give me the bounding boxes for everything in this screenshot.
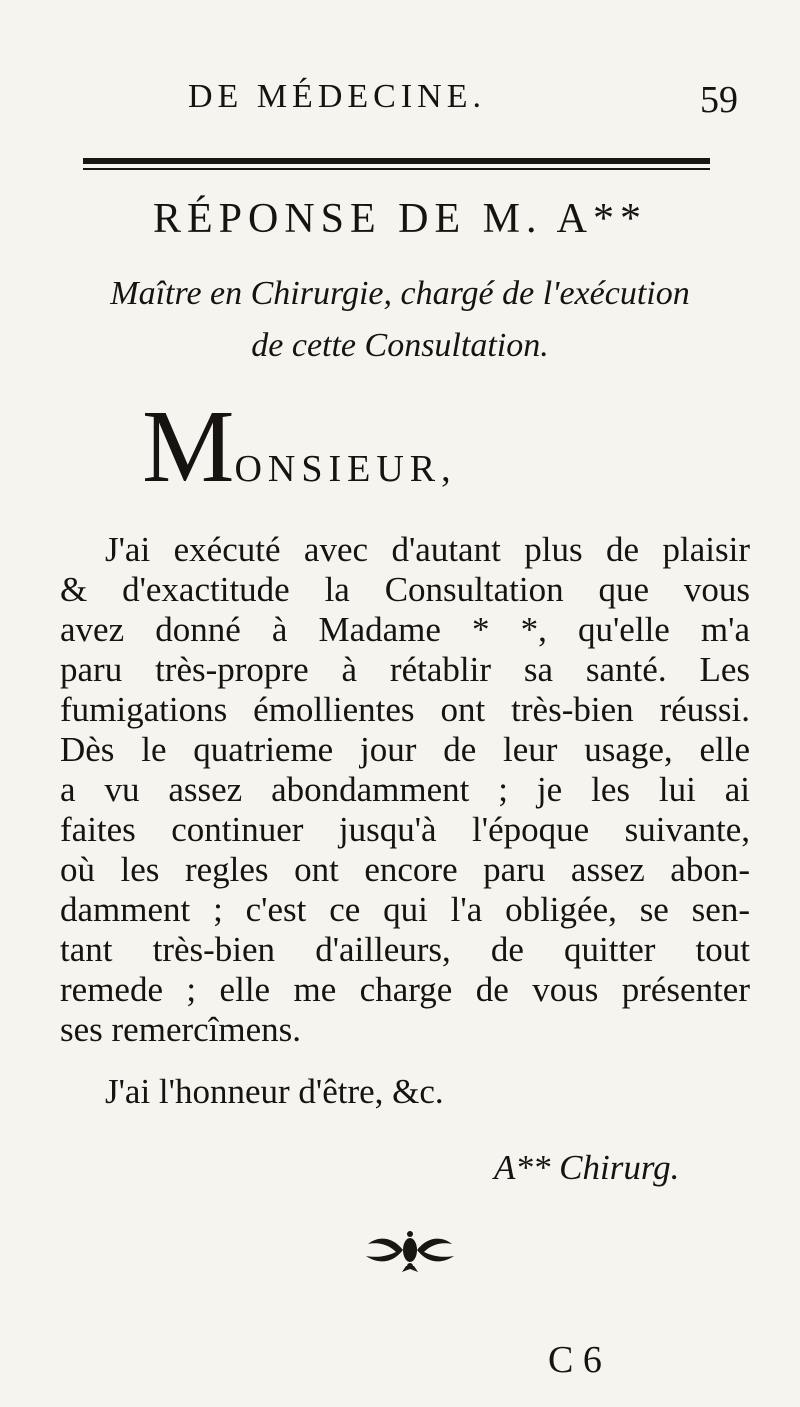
letter-subtitle-line-1: Maître en Chirurgie, chargé de l'exécution [110,275,690,312]
header-rule-thin [83,168,710,170]
body-line: damment ; c'est ce qui l'a obligée, se sen- [60,890,750,929]
salutation [142,389,457,504]
signature-mark: C 6 [548,1339,602,1381]
body-line: faites continuer jusqu'à l'époque suivante, [60,810,750,849]
body-line: tant très-bien d'ailleurs, de quitter tout [60,930,750,969]
body-line: J'ai exécuté avec d'autant plus de plaisir [105,530,750,569]
page-number: 59 [700,79,738,121]
running-header: DE MÉDECINE. [188,78,486,115]
letter-subtitle-line-2: de cette Consultation. [251,327,549,364]
body-line: Dès le quatrieme jour de leur usage, elle [60,730,750,769]
header-rule-thick [83,158,710,164]
closing-line: J'ai l'honneur d'être, &c. [105,1072,444,1111]
body-line: ses remercîmens. [60,1010,302,1049]
fleuron-ornament-icon [362,1228,458,1272]
body-line: & d'exactitude la Consultation que vous [60,570,750,609]
body-line: paru très-propre à rétablir sa santé. Les [60,650,750,689]
body-line: remede ; elle me charge de vous présenter [60,970,750,1009]
body-line: a vu assez abondamment ; je les lui ai [60,770,750,809]
letter-heading: RÉPONSE DE M. A** [152,196,648,242]
body-line: avez donné à Madame * *, qu'elle m'a [60,610,750,649]
signature: A** Chirurg. [494,1148,680,1187]
salutation-drop-cap: M [142,389,235,504]
salutation-text: ONSIEUR, [234,448,457,490]
body-line: fumigations émollientes ont très-bien réussi. [60,690,750,729]
body-line: où les regles ont encore paru assez abon- [60,850,750,889]
